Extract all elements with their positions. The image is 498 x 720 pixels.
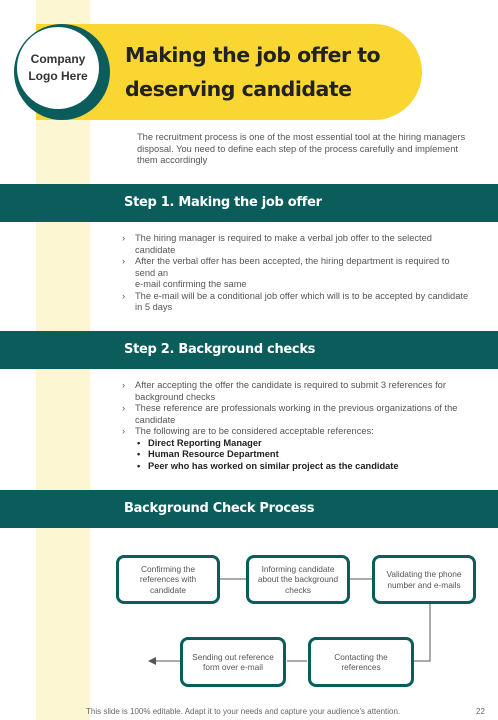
list-item-continuation: e-mail confirming the same <box>135 279 247 289</box>
page-number: 22 <box>476 707 485 716</box>
list-item: › After the verbal offer has been accepted, the hiring department is required to send an e-mail confirming the same <box>122 256 472 291</box>
page-title <box>125 38 415 106</box>
title-line-1: Making the job offer to <box>125 43 381 67</box>
process-step-contacting: Contacting the references <box>308 637 414 687</box>
connector-3-4 <box>413 604 430 661</box>
list-item: › After accepting the offer the candidate is required to submit 3 references for background checks <box>122 380 472 403</box>
list-item: › The e-mail will be a conditional job offer which will is to be accepted by candidate in 5 days <box>122 291 472 314</box>
process-step-validating: Validating the phone number and e-mails <box>372 555 476 604</box>
sub-list-item: • Human Resource Department <box>135 449 472 461</box>
process-step-sending: Sending out reference form over e-mail <box>180 637 286 687</box>
step1-heading: Step 1. Making the job offer <box>124 195 322 210</box>
process-step-confirming: Confirming the references with candidate <box>116 555 220 604</box>
step2-list <box>122 380 472 472</box>
process-step-informing: Informing candidate about the background checks <box>246 555 350 604</box>
title-line-2: deserving candidate <box>125 77 352 101</box>
process-heading: Background Check Process <box>124 501 315 516</box>
list-item: › These reference are professionals working in the previous organizations of the candidate <box>122 403 472 426</box>
company-logo <box>17 27 99 109</box>
list-item: › The hiring manager is required to make a verbal job offer to the selected candidate <box>122 233 472 256</box>
list-item: › The following are to be considered acceptable references: • Direct Reporting Manager • Human Resource Department • Peer who has worked on similar project as the candidate <box>122 426 472 472</box>
step2-heading: Step 2. Background checks <box>124 342 316 357</box>
sub-list-item: • Peer who has worked on similar project as the candidate <box>135 461 472 473</box>
arrow-head-icon <box>148 657 156 665</box>
reference-sub-list <box>135 438 472 473</box>
step1-list <box>122 233 472 314</box>
sub-list-item: • Direct Reporting Manager <box>135 438 472 450</box>
intro-text: The recruitment process is one of the most essential tool at the hiring managers disposal. You need to define each step of the process carefully and implement them accordingly <box>137 132 466 165</box>
footer-note: This slide is 100% editable. Adapt it to your needs and capture your audience's attention. <box>86 707 401 716</box>
logo-text: Company Logo Here <box>28 52 88 83</box>
